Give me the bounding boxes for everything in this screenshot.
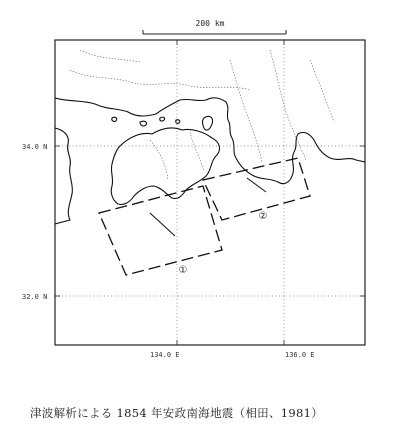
- kyushu-coastline: [55, 128, 72, 224]
- lat-label-34n: 34.0 N: [22, 143, 48, 151]
- fault-zone-1-boundary: [99, 186, 222, 275]
- graticule: [55, 40, 365, 345]
- inland-sea-islands: [112, 117, 180, 126]
- lon-label-134e: 134.0 E: [150, 351, 180, 359]
- fault-zone-2-strike-line: [247, 178, 266, 192]
- fault-zone-1-label: ①: [178, 265, 188, 276]
- lat-label-32n: 32.0 N: [22, 293, 48, 301]
- map-frame: [55, 40, 365, 345]
- lon-label-136e: 136.0 E: [285, 351, 315, 359]
- scale-bar-label: 200 km: [195, 19, 225, 28]
- frame-ticks: [55, 40, 365, 345]
- awaji-coastline: [203, 116, 213, 130]
- fault-zone-1-strike-line: [150, 213, 175, 236]
- shikoku-coastline: [111, 128, 219, 205]
- fault-zone-2-label: ②: [258, 211, 268, 222]
- scale-bar: [143, 30, 286, 34]
- figure-caption: 津波解析による 1854 年安政南海地震（相田、1981）: [30, 406, 324, 420]
- fault-zone-2-boundary: [203, 158, 310, 220]
- honshu-coastline: [55, 98, 365, 184]
- prefecture-boundaries: [70, 50, 334, 180]
